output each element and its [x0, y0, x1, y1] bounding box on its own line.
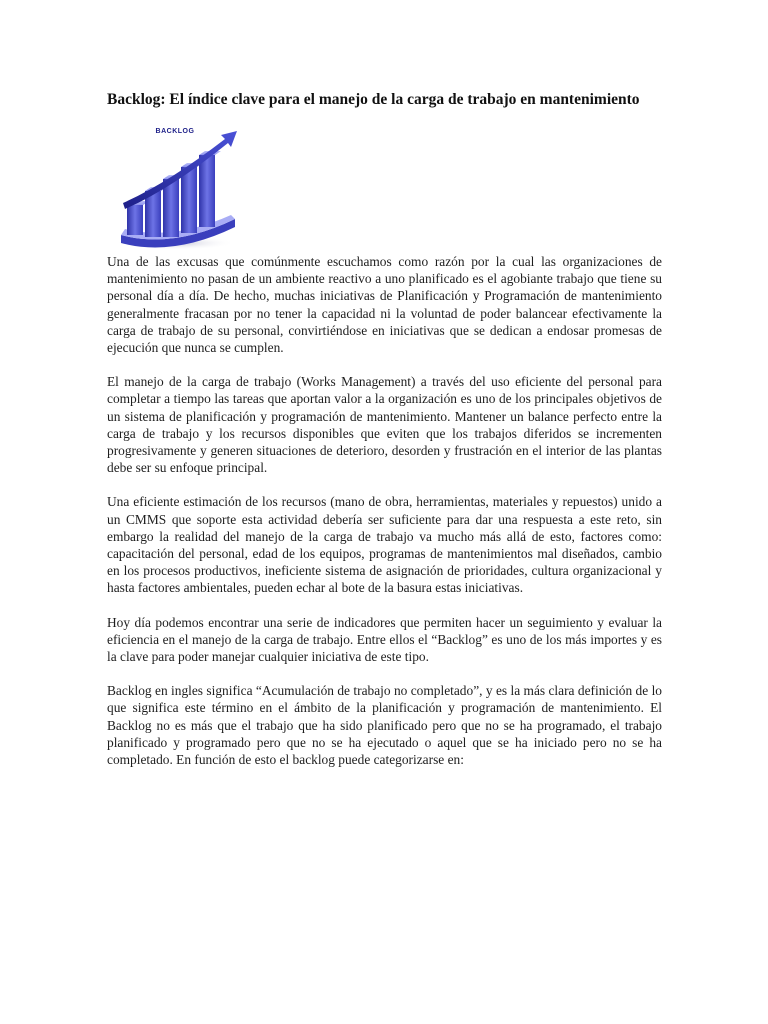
paragraph-5: Backlog en ingles significa “Acumulación de trabajo no completado”, y es la más clara definición de lo que significa este término en el ámbito de la planificación y programación de mantenimiento. El Backlog no es más que el trabajo que ha sido planificado pero que no se ha programado, el trabajo planificado y programado pero que no se ha ejecutado o aquel que se ha iniciado pero no se ha completado. En función de esto el backlog puede categorizarse en:: [107, 683, 662, 768]
figure-label: BACKLOG: [155, 128, 195, 135]
paragraph-1: Una de las excusas que comúnmente escuchamos como razón por la cual las organizaciones de mantenimiento no pasan de un ambiente reactivo a uno planificado es el agobiante trabajo que tiene su personal día a día. De hecho, muchas iniciativas de Planificación y Programación de mantenimiento generalmente fracasan por no tener la capacidad ni la voluntad de poder balancear efectivamente la carga de trabajo de su personal, convirtiéndose en iniciativas que se dedican a endosar promesas de ejecución que nunca se cumplen.: [107, 254, 662, 356]
document-title: Backlog: El índice clave para el manejo de la carga de trabajo en mantenimiento: [107, 91, 640, 108]
rising-bar-chart-with-arrow-icon: [113, 123, 243, 251]
document-page: [107, 90, 662, 785]
paragraph-3: Una eficiente estimación de los recursos (mano de obra, herramientas, materiales y repuestos) unido a un CMMS que soporte esta actividad debería ser suficiente para dar una respuesta a este reto, sin embargo la realidad del manejo de la carga de trabajo va mucho más allá de esto, factores como: capacitación del personal, edad de los equipos, programas de mantenimientos mal diseñados, cambio en los procesos productivos, ineficiente sistema de asignación de prioridades, cultura organizacional y hasta factores ambientales, pueden echar al bote de la basura estas iniciativas.: [107, 494, 662, 596]
paragraph-4: Hoy día podemos encontrar una serie de indicadores que permiten hacer un seguimiento y evaluar la eficiencia en el manejo de la carga de trabajo. Entre ellos el “Backlog” es uno de los más importes y es la clave para poder manejar cualquier iniciativa de este tipo.: [107, 614, 662, 665]
backlog-illustration: [113, 123, 243, 251]
paragraph-2: El manejo de la carga de trabajo (Works Management) a través del uso eficiente del personal para completar a tiempo las tareas que aportan valor a la organización es uno de los principales objetivos de un sistema de planificación y programación de mantenimiento. Mantener un balance perfecto entre la carga de trabajo y los recursos disponibles que eviten que los trabajos diferidos se incrementen progresivamente y generen situaciones de deterioro, desorden y frustración en el interior de las plantas debe ser su enfoque principal.: [107, 374, 662, 476]
